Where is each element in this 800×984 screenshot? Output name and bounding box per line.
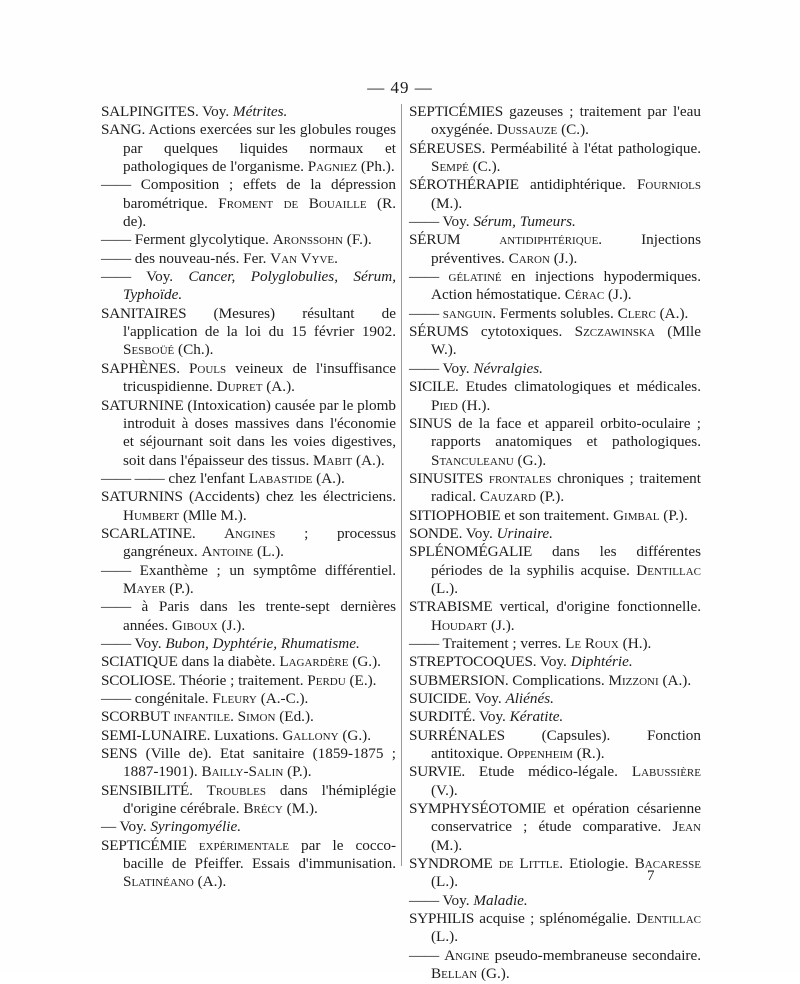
entry-heading: —— bbox=[409, 304, 439, 322]
entry-heading: STREPTOCOQUES. bbox=[409, 653, 537, 671]
index-entry bbox=[409, 708, 701, 726]
entry-text: (G.). bbox=[338, 726, 371, 744]
entry-text: (C.). bbox=[557, 121, 589, 139]
entry-smallcaps: Oppenheim bbox=[506, 745, 573, 763]
index-entry bbox=[101, 268, 396, 305]
entry-text: (A.). bbox=[262, 378, 295, 396]
entry-smallcaps: Pied bbox=[431, 396, 458, 414]
entry-text: (H.). bbox=[618, 634, 652, 652]
page-number: — 49 — bbox=[367, 78, 433, 97]
entry-smallcaps: Bellan bbox=[431, 965, 478, 983]
entry-smallcaps: Gimbal bbox=[613, 506, 660, 524]
index-entry bbox=[101, 360, 396, 397]
entry-text: (A.). bbox=[655, 304, 689, 322]
entry-text: antidiphtérique. bbox=[518, 176, 637, 194]
entry-text: Etude médico-légale. bbox=[465, 763, 632, 781]
index-entry bbox=[409, 176, 701, 213]
entry-text: (Mlle W.). bbox=[431, 323, 701, 359]
entry-text: acquise ; splénomégalie. bbox=[474, 910, 637, 928]
entry-heading: SCARLATINE. bbox=[101, 524, 196, 542]
entry-heading: —— —— bbox=[101, 469, 165, 487]
entry-text: Voy. bbox=[438, 213, 474, 231]
entry-crossref: Bubon, Dyphtérie, Rhumatisme. bbox=[165, 634, 360, 652]
entry-heading: SÉREUSES. bbox=[409, 139, 486, 157]
entry-smallcaps: Slatinéano bbox=[123, 873, 194, 891]
entry-heading: SCIATIQUE bbox=[101, 653, 178, 671]
entry-heading: SYNDROME bbox=[409, 855, 493, 873]
entry-text: Voy. bbox=[438, 359, 474, 377]
entry-text: (M.). bbox=[282, 800, 318, 818]
entry-heading: SENSIBILITÉ. bbox=[101, 781, 193, 799]
entry-text: Actions exercées sur les globules rouges par quelques liquides normaux et pathologiques de l'organisme. bbox=[123, 121, 396, 176]
index-entry bbox=[101, 121, 396, 176]
entry-text: (L.). bbox=[431, 579, 458, 597]
entry-smallcaps: de Little. bbox=[498, 855, 564, 873]
entry-crossref: Urinaire. bbox=[496, 524, 553, 542]
index-entry bbox=[409, 140, 701, 177]
entry-heading: —— bbox=[101, 690, 131, 707]
entry-text bbox=[439, 268, 449, 285]
index-entry bbox=[409, 305, 701, 323]
entry-heading: STRABISME bbox=[409, 598, 493, 616]
entry-heading: — bbox=[101, 818, 116, 836]
index-entry bbox=[409, 525, 701, 543]
entry-text bbox=[460, 231, 499, 248]
entry-text: Voy. bbox=[130, 268, 189, 286]
entry-heading: SENS bbox=[101, 745, 138, 763]
entry-text: Voy. bbox=[475, 708, 510, 726]
entry-text: Voy. bbox=[438, 891, 474, 909]
index-entry bbox=[101, 525, 396, 562]
entry-heading: —— bbox=[101, 249, 131, 267]
entry-heading: SANITAIRES bbox=[101, 304, 187, 322]
entry-crossref: Aliénés. bbox=[505, 690, 554, 707]
entry-text: (J.). bbox=[487, 616, 515, 634]
index-entry bbox=[409, 360, 701, 378]
entry-text: (M.). bbox=[431, 194, 463, 212]
entry-heading: SURRÉNALES bbox=[409, 726, 505, 744]
entry-heading: SPLÉNOMÉGALIE bbox=[409, 543, 533, 561]
entry-text: (Ed.). bbox=[275, 708, 314, 726]
entry-smallcaps: Troubles bbox=[206, 781, 266, 799]
index-entry bbox=[409, 800, 701, 855]
signature-mark: 7 bbox=[647, 868, 655, 884]
index-entry bbox=[409, 378, 701, 415]
entry-crossref: Syringomyélie. bbox=[150, 818, 242, 836]
entry-text: (J.). bbox=[217, 616, 246, 634]
index-entry bbox=[409, 598, 701, 635]
entry-crossref: Diphtérie. bbox=[570, 653, 633, 671]
entry-smallcaps: Cérac bbox=[564, 286, 605, 304]
entry-heading: SINUSITES bbox=[409, 469, 484, 487]
entry-smallcaps: Le Roux bbox=[565, 634, 619, 652]
entry-smallcaps: Stanculeanu bbox=[431, 451, 514, 469]
entry-text: cytotoxiques. bbox=[468, 323, 575, 341]
index-entry bbox=[101, 470, 396, 488]
index-entry bbox=[409, 855, 701, 892]
index-entry bbox=[101, 708, 396, 726]
entry-heading: —— bbox=[409, 946, 439, 964]
entry-smallcaps: Pagniez bbox=[307, 158, 358, 176]
entry-heading: —— bbox=[101, 634, 131, 652]
index-entry bbox=[101, 103, 396, 121]
entry-text: dans l'hémiplégie d'origine cérébrale. bbox=[123, 781, 397, 818]
entry-text: et son traitement. bbox=[500, 506, 614, 524]
index-entry bbox=[101, 176, 396, 231]
entry-text: (M.). bbox=[431, 836, 463, 854]
entry-text: Etiologie. bbox=[563, 855, 635, 873]
index-entry bbox=[409, 103, 701, 140]
entry-heading: SEPTICÉMIES bbox=[409, 103, 503, 120]
entry-smallcaps: Bacaresse bbox=[634, 855, 702, 873]
entry-heading: SONDE. bbox=[409, 524, 463, 542]
entry-smallcaps: Dentillac bbox=[636, 910, 701, 928]
index-entry bbox=[101, 598, 396, 635]
index-entry bbox=[101, 672, 396, 690]
index-entry bbox=[409, 635, 701, 653]
entry-smallcaps: Humbert bbox=[123, 506, 180, 524]
entry-text: en injections hypodermiques. Action hémostatique. bbox=[431, 268, 702, 304]
entry-smallcaps: Caron bbox=[508, 249, 550, 267]
index-entry bbox=[101, 690, 396, 708]
index-entry bbox=[409, 910, 701, 947]
entry-text: Voy. bbox=[130, 634, 166, 652]
entry-text bbox=[187, 837, 199, 854]
entry-text: (R.). bbox=[572, 745, 605, 763]
index-entry bbox=[101, 250, 396, 268]
entry-heading: —— bbox=[101, 176, 131, 194]
entry-text: par le cocco-bacille de Pfeiffer. Essais d'immunisation. bbox=[123, 836, 396, 873]
entry-text: Complications. bbox=[508, 671, 609, 689]
index-entry bbox=[409, 268, 701, 305]
entry-text: (J.). bbox=[549, 249, 578, 267]
index-entry bbox=[409, 763, 701, 800]
entry-smallcaps: Pouls bbox=[188, 359, 227, 377]
entry-crossref: Cancer, Polyglobulies, Sérum, Typhoïde. bbox=[123, 268, 396, 304]
entry-text: . bbox=[334, 249, 338, 267]
entry-text: (Mlle M.). bbox=[179, 506, 247, 524]
entry-text: chroniques ; traitement radical. bbox=[431, 469, 701, 506]
entry-text: chez l'enfant bbox=[164, 469, 249, 487]
entry-text: Composition ; effets de la dépression barométrique. bbox=[123, 176, 396, 212]
index-entry bbox=[101, 231, 396, 249]
index-entry bbox=[101, 745, 396, 782]
entry-heading: SATURNINE bbox=[101, 396, 184, 414]
entry-text: (G.). bbox=[477, 965, 510, 983]
entry-heading: SÉRUM bbox=[409, 231, 461, 249]
index-entry bbox=[409, 231, 701, 268]
entry-heading: SÉRUMS bbox=[409, 323, 469, 341]
entry-text: (Ville de). Etat sanitaire (1859-1875 ; 1887-1901). bbox=[123, 745, 396, 781]
entry-text: (L.). bbox=[431, 873, 458, 891]
entry-crossref: Kératite. bbox=[509, 708, 564, 726]
entry-text: (F.). bbox=[342, 231, 372, 249]
entry-text: veineux de l'insuffisance tricuspidienne. bbox=[123, 359, 396, 396]
entry-smallcaps: Van Vyve bbox=[270, 249, 335, 267]
index-entry bbox=[409, 415, 701, 470]
entry-text: (E.). bbox=[345, 671, 377, 689]
entry-heading: SCORBUT bbox=[101, 708, 170, 726]
index-entry bbox=[101, 488, 396, 525]
entry-heading: SALPINGITES. bbox=[101, 103, 199, 120]
entry-smallcaps: Clerc bbox=[617, 304, 656, 322]
entry-heading: SAPHÈNES. bbox=[101, 359, 180, 377]
entry-smallcaps: Brécy bbox=[243, 800, 283, 818]
entry-heading: SEPTICÉMIE bbox=[101, 836, 187, 854]
entry-smallcaps: Labussière bbox=[631, 763, 701, 781]
entry-smallcaps: Perdu bbox=[307, 671, 346, 689]
entry-smallcaps: Aronssohn bbox=[272, 231, 343, 249]
index-entry bbox=[409, 213, 701, 231]
entry-text: (Ch.). bbox=[174, 341, 214, 359]
entry-text: à Paris dans les trente-sept dernières années. bbox=[123, 598, 396, 634]
entry-heading: SINUS bbox=[409, 414, 452, 432]
entry-text: (C.). bbox=[468, 158, 501, 176]
entry-text: (L.). bbox=[253, 543, 284, 561]
index-entry bbox=[101, 782, 396, 819]
entry-heading: SATURNINS bbox=[101, 488, 183, 506]
entry-text: (L.). bbox=[431, 928, 458, 946]
entry-smallcaps: antidiphtérique. bbox=[499, 231, 603, 249]
entry-heading: SÉROTHÉRAPIE bbox=[409, 176, 519, 194]
entry-heading: SANG. bbox=[101, 121, 146, 139]
entry-heading: SCOLIOSE. bbox=[101, 671, 176, 689]
entry-heading: —— bbox=[101, 598, 131, 616]
entry-smallcaps: Dussauze bbox=[496, 121, 558, 139]
entry-smallcaps: Froment de Bouaille bbox=[218, 194, 367, 212]
index-entry bbox=[101, 727, 396, 745]
entry-smallcaps: Simon bbox=[237, 708, 276, 726]
entry-smallcaps: Dentillac bbox=[636, 561, 701, 579]
entry-text bbox=[195, 525, 224, 542]
entry-text: Théorie ; traitement. bbox=[175, 671, 308, 689]
entry-text: Luxations. bbox=[210, 726, 283, 744]
entry-smallcaps: Mizzoni bbox=[608, 671, 659, 689]
entry-text: (Mesures) résultant de l'application de la loi du 15 février 1902. bbox=[123, 304, 396, 341]
entry-text bbox=[193, 782, 207, 799]
index-entry bbox=[409, 323, 701, 360]
column-divider bbox=[401, 104, 402, 866]
index-entry bbox=[101, 818, 396, 836]
entry-heading: SEMI-LUNAIRE. bbox=[101, 726, 211, 744]
entry-text: (A.-C.). bbox=[256, 690, 309, 707]
entry-heading: SYMPHYSÉOTOMIE bbox=[409, 800, 547, 818]
entry-smallcaps: Giboux bbox=[171, 616, 218, 634]
entry-crossref: Maladie. bbox=[473, 891, 528, 909]
entry-smallcaps: Labastide bbox=[248, 469, 313, 487]
entry-text: (H.). bbox=[457, 396, 491, 414]
entry-smallcaps: sanguin. bbox=[442, 304, 497, 322]
entry-text: (A.). bbox=[193, 873, 227, 891]
entry-text: (G.). bbox=[513, 451, 547, 469]
index-entry bbox=[409, 653, 701, 671]
index-entry bbox=[101, 653, 396, 671]
entry-smallcaps: Lagardère bbox=[279, 653, 349, 671]
index-entry bbox=[409, 727, 701, 764]
entry-heading: SITIOPHOBIE bbox=[409, 506, 501, 524]
entry-heading: —— bbox=[409, 359, 439, 377]
entry-heading: —— bbox=[409, 213, 439, 231]
entry-heading: SURDITÉ. bbox=[409, 708, 476, 726]
entry-smallcaps: Mabit bbox=[313, 451, 353, 469]
entry-smallcaps: frontales bbox=[488, 469, 552, 487]
entry-text: (A.). bbox=[352, 451, 385, 469]
index-entry bbox=[101, 397, 396, 470]
entry-text: (Ph.). bbox=[357, 158, 395, 176]
right-column bbox=[409, 103, 701, 984]
entry-text: Voy. bbox=[116, 818, 151, 836]
entry-text: vertical, d'origine fonctionnelle. bbox=[492, 598, 701, 616]
entry-text: Ferments solubles. bbox=[496, 304, 618, 322]
entry-smallcaps: Sesboüé bbox=[123, 341, 175, 359]
entry-smallcaps: Fleury bbox=[212, 690, 257, 707]
entry-text: (G.). bbox=[348, 653, 381, 671]
entry-smallcaps: Houdart bbox=[431, 616, 488, 634]
index-entry bbox=[101, 305, 396, 360]
index-entry bbox=[101, 837, 396, 892]
entry-text: dans les différentes périodes de la syphilis acquise. bbox=[431, 543, 701, 579]
entry-text: dans la diabète. bbox=[177, 653, 280, 671]
entry-heading: —— bbox=[101, 561, 131, 579]
left-column bbox=[101, 103, 396, 892]
entry-text: Ferment glycolytique. bbox=[130, 231, 273, 249]
entry-crossref: Névralgies. bbox=[473, 359, 543, 377]
entry-text: des nouveau-nés. Fer. bbox=[130, 249, 271, 267]
entry-text: Traitement ; verres. bbox=[438, 634, 566, 652]
entry-smallcaps: Cauzard bbox=[479, 488, 536, 506]
entry-text: (Capsules). Fonction antitoxique. bbox=[431, 726, 701, 763]
index-entry bbox=[409, 947, 701, 984]
entry-heading: —— bbox=[409, 268, 439, 286]
entry-text: (P.). bbox=[165, 579, 194, 597]
entry-heading: SICILE. bbox=[409, 378, 459, 396]
entry-smallcaps: Antoine bbox=[201, 543, 254, 561]
index-entry bbox=[409, 470, 701, 507]
entry-smallcaps: Gallony bbox=[282, 726, 339, 744]
entry-heading: SUICIDE. bbox=[409, 690, 472, 707]
entry-heading: SUBMERSION. bbox=[409, 671, 509, 689]
entry-text: (A.). bbox=[312, 469, 345, 487]
entry-smallcaps: Mayer bbox=[123, 579, 166, 597]
entry-text: (P.). bbox=[659, 506, 688, 524]
index-entry bbox=[101, 562, 396, 599]
entry-text: de la face et appareil orbito-oculaire ; rapports anatomiques et pathologiques. bbox=[431, 414, 701, 451]
entry-text: Voy. bbox=[471, 690, 506, 707]
entry-smallcaps: gélatiné bbox=[448, 268, 502, 286]
entry-smallcaps: Fourniols bbox=[636, 176, 701, 194]
entry-smallcaps: infantile. bbox=[173, 708, 234, 726]
entry-smallcaps: Szczawinska bbox=[574, 323, 655, 341]
entry-heading: —— bbox=[101, 231, 131, 249]
entry-text: Voy. bbox=[462, 524, 497, 542]
index-entry bbox=[409, 507, 701, 525]
index-entry bbox=[409, 690, 701, 708]
entry-smallcaps: expérimentale bbox=[198, 836, 289, 854]
entry-text: Voy. bbox=[536, 653, 571, 671]
entry-smallcaps: Bailly-Salin bbox=[201, 763, 284, 781]
entry-heading: SYPHILIS bbox=[409, 910, 475, 928]
entry-smallcaps: Dupret bbox=[216, 378, 263, 396]
entry-text: (Intoxication) causée par le plomb introduit à doses massives dans l'économie et séjournant soit dans les voies digestives, soit dans l'épaisseur des tissus. bbox=[123, 396, 396, 469]
index-entry bbox=[409, 543, 701, 598]
entry-text: (P.). bbox=[535, 488, 565, 506]
entry-heading: —— bbox=[409, 634, 439, 652]
entry-text: Etudes climatologiques et médicales. bbox=[458, 378, 701, 396]
entry-text: (A.). bbox=[658, 671, 692, 689]
entry-text: (V.). bbox=[431, 781, 458, 799]
entry-text: (R. de). bbox=[123, 194, 397, 231]
entry-text: et opération césarienne conservatrice ; étude comparative. bbox=[431, 800, 701, 836]
index-entry bbox=[409, 672, 701, 690]
entry-text: ; processus gangréneux. bbox=[123, 524, 397, 561]
index-entry bbox=[409, 892, 701, 910]
entry-text: Injections préventives. bbox=[431, 231, 701, 267]
entry-text: (Accidents) chez les électriciens. bbox=[182, 488, 396, 506]
entry-text bbox=[180, 360, 189, 377]
entry-text: Exanthème ; un symptôme différentiel. bbox=[130, 561, 396, 579]
entry-smallcaps: Sempé bbox=[431, 158, 469, 176]
entry-heading: —— bbox=[409, 891, 439, 909]
entry-text: congénitale. bbox=[130, 690, 213, 707]
entry-smallcaps: Jean bbox=[672, 818, 701, 836]
entry-smallcaps: Angine bbox=[444, 946, 490, 964]
entry-text: Perméabilité à l'état pathologique. bbox=[485, 139, 701, 157]
entry-text: gazeuses ; traitement par l'eau oxygénée. bbox=[431, 103, 701, 139]
entry-heading: —— bbox=[101, 268, 131, 286]
entry-smallcaps: Angines bbox=[224, 524, 276, 542]
entry-text: Voy. bbox=[198, 103, 233, 120]
entry-heading: SURVIE. bbox=[409, 763, 466, 781]
entry-text: (P.). bbox=[283, 763, 312, 781]
entry-text: (J.). bbox=[604, 286, 632, 304]
entry-crossref: Sérum, Tumeurs. bbox=[473, 213, 576, 231]
entry-text: pseudo-membraneuse secondaire. bbox=[489, 946, 702, 964]
entry-crossref: Métrites. bbox=[232, 103, 288, 120]
index-entry bbox=[101, 635, 396, 653]
